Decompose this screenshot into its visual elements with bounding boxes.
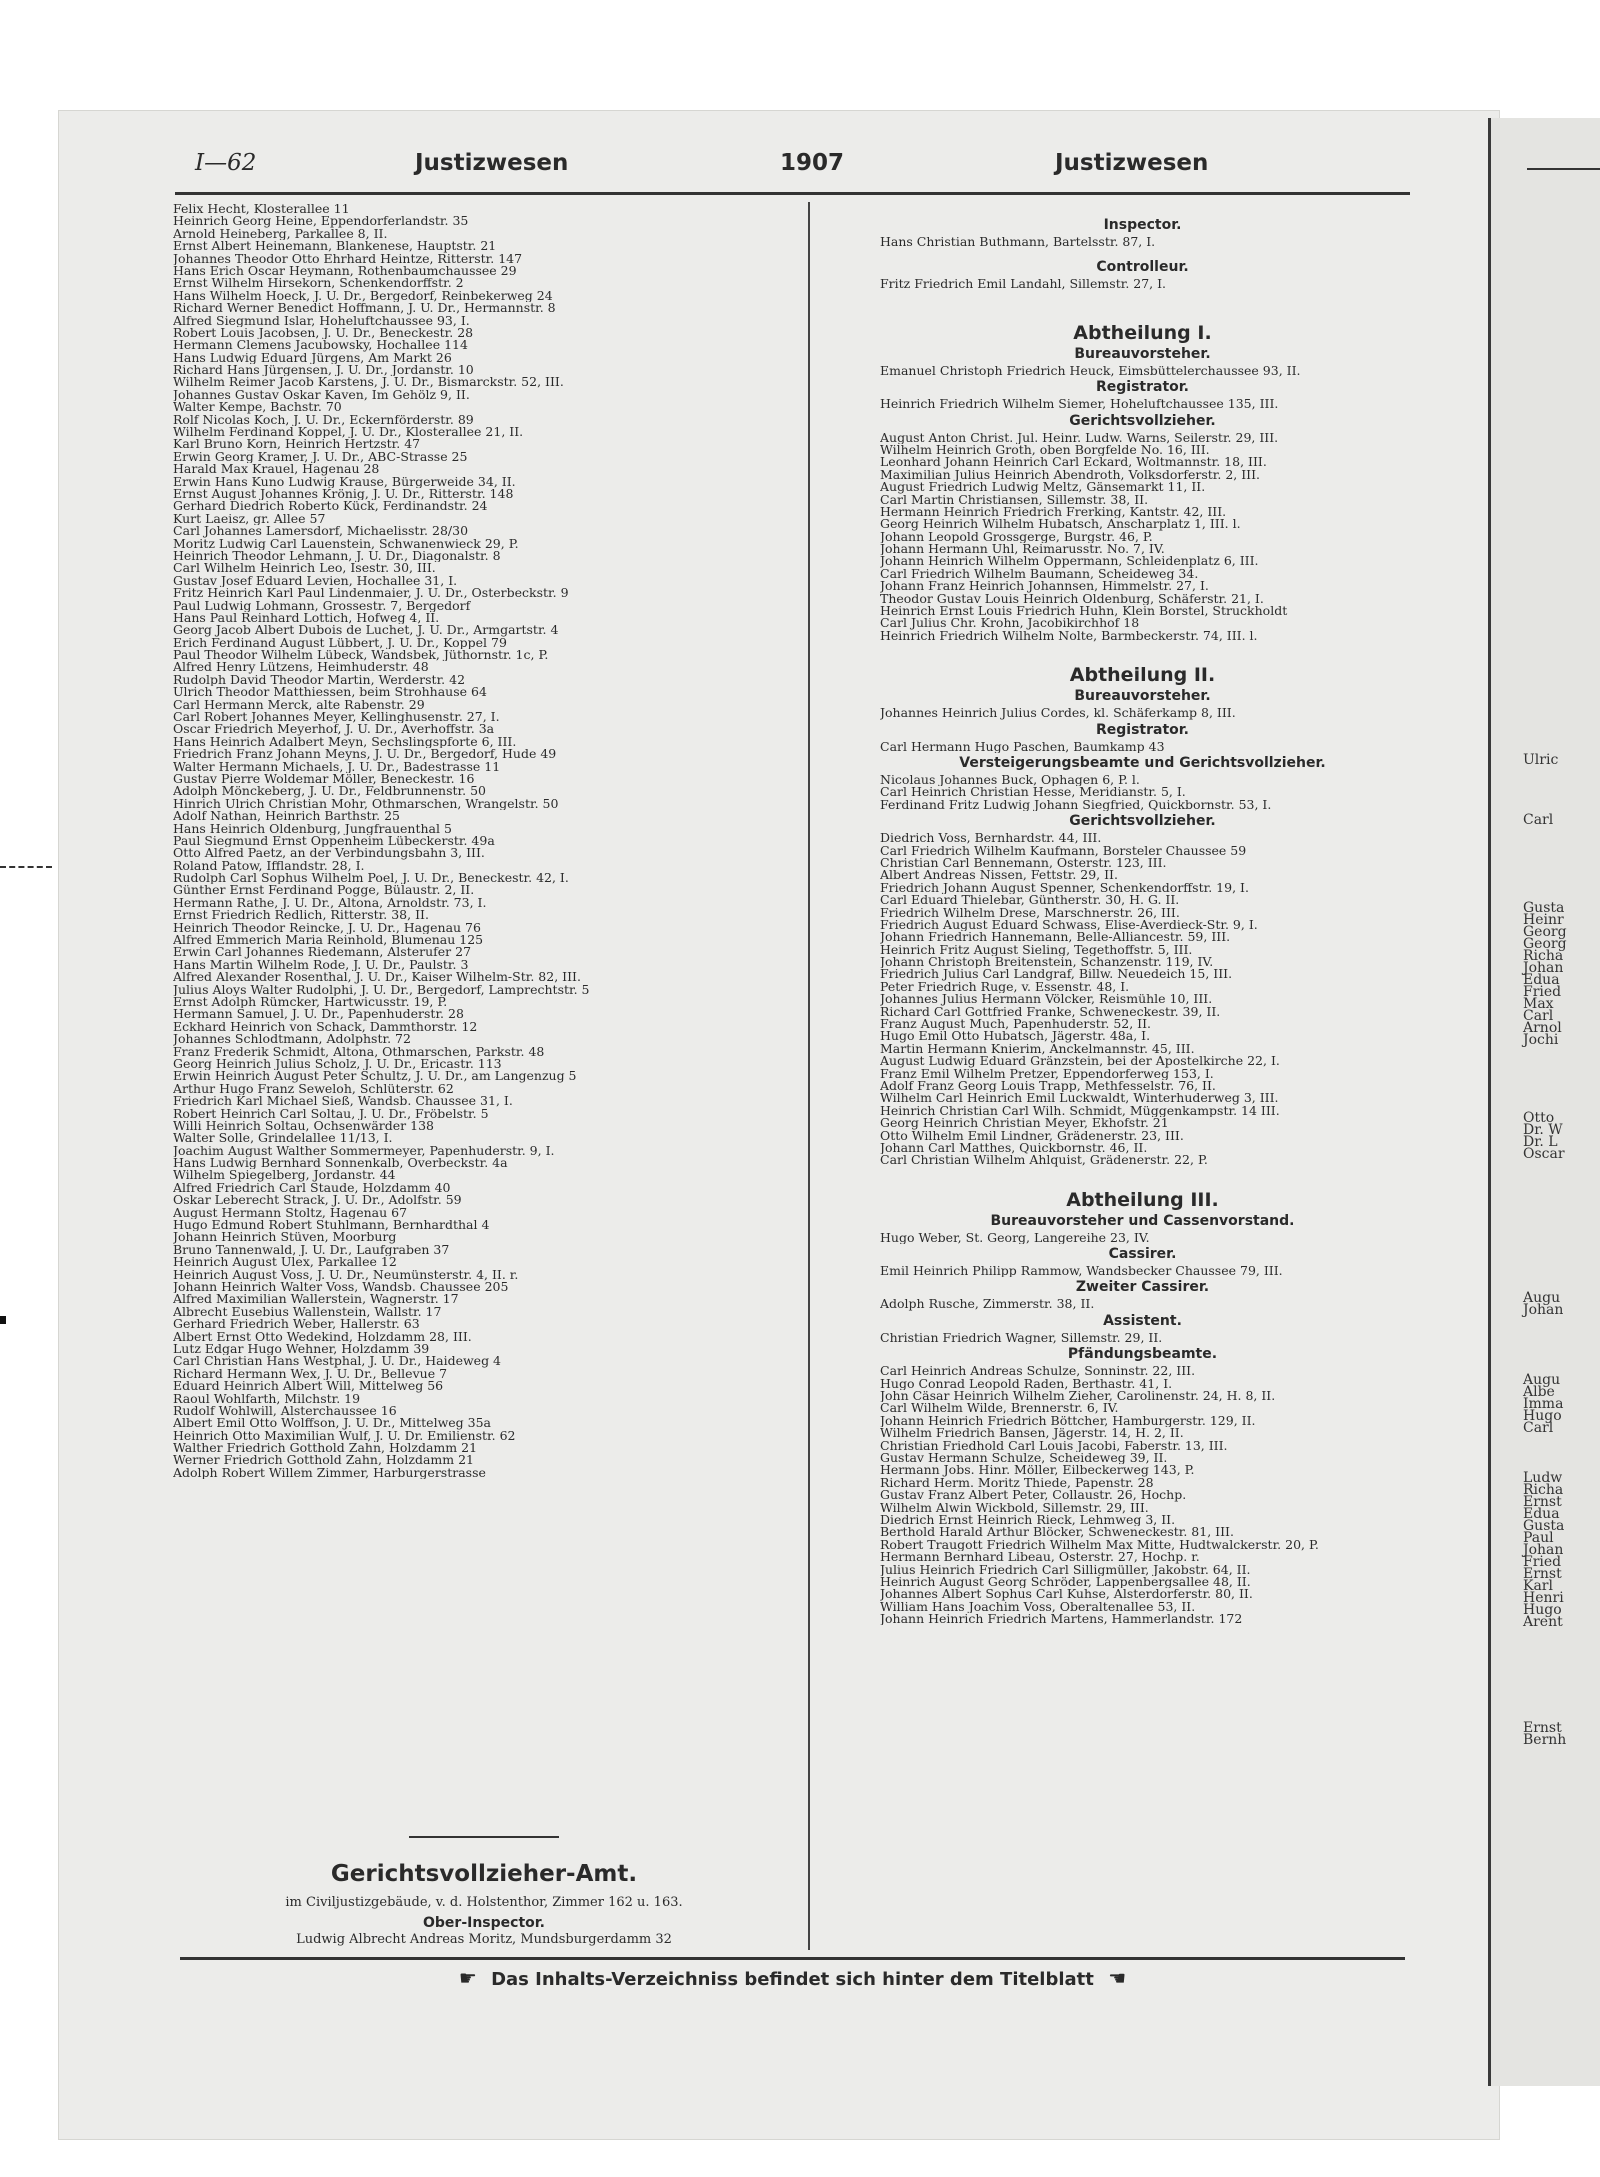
- list-item: Gustav Hermann Schulze, Scheideweg 39, II.: [880, 1452, 1168, 1465]
- list-item: Diedrich Ernst Heinrich Rieck, Lehmweg 3, II.: [880, 1513, 1176, 1527]
- adjacent-page-word: Ernst: [1523, 1494, 1562, 1510]
- section-heading: Assistent.: [1103, 1312, 1182, 1329]
- list-item: Günther Ernst Ferdinand Pogge, Bülaustr. 2, II.: [173, 884, 475, 897]
- list-item: Paul Ludwig Lohmann, Grossestr. 7, Bergedorf: [173, 599, 471, 612]
- adjacent-page-word: Johan: [1523, 1542, 1564, 1558]
- adjacent-page-word: Jochi: [1523, 1032, 1559, 1048]
- list-item: Johann Heinrich Friedrich Martens, Hammerlandstr. 172: [880, 1613, 1243, 1626]
- list-item: Arthur Hugo Franz Seweloh, Schlüterstr. 62: [173, 1082, 454, 1096]
- list-item: Heinrich Theodor Lehmann, J. U. Dr., Diagonalstr. 8: [173, 549, 501, 563]
- list-item: Albert Ernst Otto Wedekind, Holzdamm 28, III.: [173, 1330, 472, 1343]
- list-item: Alfred Friedrich Carl Staude, Holzdamm 40: [173, 1181, 451, 1195]
- adjacent-page-word: Heinr: [1523, 912, 1564, 928]
- list-item: Hermann Heinrich Friedrich Frerking, Kantstr. 42, III.: [880, 505, 1227, 519]
- gerichtsvollzieher-amt-block: [173, 1836, 795, 1948]
- list-item: Carl Friedrich Wilhelm Kaufmann, Borsteler Chaussee 59: [880, 844, 1247, 857]
- list-item: Heinrich Christian Carl Wilh. Schmidt, Müggenkampstr. 14 III.: [880, 1104, 1280, 1118]
- group-spacer: [880, 291, 1405, 300]
- list-item: Johann Franz Heinrich Johannsen, Himmelstr. 27, I.: [880, 580, 1209, 593]
- adjacent-page-word: Dr. L: [1523, 1134, 1558, 1150]
- list-item: Franz August Much, Papenhuderstr. 52, II.: [880, 1018, 1152, 1031]
- adjacent-page-word: Hugo: [1523, 1602, 1562, 1618]
- list-item: William Hans Joachim Voss, Oberaltenallee 53, II.: [880, 1600, 1196, 1614]
- adjacent-page-word: Edua: [1523, 972, 1560, 988]
- scan-edge-mark: [0, 866, 52, 868]
- adjacent-page-word: Paul: [1523, 1530, 1554, 1546]
- list-item: Hans Martin Wilhelm Rode, J. U. Dr., Paulstr. 3: [173, 958, 469, 972]
- footer-short-rule: [409, 1836, 559, 1838]
- list-item: Johann Heinrich Stüven, Moorburg: [173, 1231, 397, 1244]
- bottom-rule: [180, 1957, 1405, 1960]
- list-item: Richard Herm. Moritz Thiede, Papenstr. 28: [880, 1476, 1154, 1490]
- list-item: Otto Alfred Paetz, an der Verbindungsbahn 3, III.: [173, 847, 485, 860]
- list-item: Hans Christian Buthmann, Bartelsstr. 87, I.: [880, 236, 1156, 249]
- list-item: Christian Friedhold Carl Louis Jacobi, Faberstr. 13, III.: [880, 1439, 1228, 1452]
- adjacent-page-word: Georg: [1523, 936, 1567, 952]
- list-item: Fritz Friedrich Emil Landahl, Sillemstr. 27, I.: [880, 278, 1167, 291]
- list-item: Erwin Heinrich August Peter Schultz, J. U. Dr., am Langenzug 5: [173, 1070, 577, 1083]
- list-item: Robert Heinrich Carl Soltau, J. U. Dr., Fröbelstr. 5: [173, 1107, 489, 1120]
- list-item: August Anton Christ. Jul. Heinr. Ludw. Warns, Seilerstr. 29, III.: [880, 431, 1279, 444]
- list-item: Adolph Mönckeberg, J. U. Dr., Feldbrunnenstr. 50: [173, 785, 486, 798]
- list-item: Friedrich Karl Michael Sieß, Wandsb. Chaussee 31, I.: [173, 1095, 513, 1108]
- list-item: Arnold Heineberg, Parkallee 8, II.: [173, 227, 388, 241]
- list-item: Johann Heinrich Friedrich Böttcher, Hamburgerstr. 129, II.: [880, 1414, 1256, 1428]
- list-item: Paul Siegmund Ernst Oppenheim Lübeckerstr. 49a: [173, 834, 495, 848]
- list-item: Heinrich Friedrich Wilhelm Siemer, Hoheluftchaussee 135, III.: [880, 398, 1279, 411]
- list-item: Adolf Franz Georg Louis Trapp, Methfesselstr. 76, II.: [880, 1079, 1216, 1093]
- section-heading: Controlleur.: [1096, 259, 1189, 276]
- list-item: Otto Wilhelm Emil Lindner, Grädenerstr. 23, III.: [880, 1129, 1184, 1142]
- list-item: Walter Solle, Grindelallee 11/13, I.: [173, 1132, 393, 1145]
- list-item: Georg Heinrich Julius Scholz, J. U. Dr., Ericastr. 113: [173, 1057, 502, 1071]
- list-item: Ernst August Johannes Krönig, J. U. Dr., Ritterstr. 148: [173, 487, 514, 501]
- list-item: Friedrich Julius Carl Landgraf, Billw. Neuedeich 15, III.: [880, 968, 1233, 981]
- list-item: Hans Heinrich Oldenburg, Jungfrauenthal 5: [173, 822, 452, 835]
- list-item: Wilhelm Reimer Jacob Karstens, J. U. Dr., Bismarckstr. 52, III.: [173, 376, 564, 389]
- list-item: Georg Jacob Albert Dubois de Luchet, J. U. Dr., Armgartstr. 4: [173, 624, 559, 637]
- adjacent-page-word: Fried: [1523, 984, 1562, 1000]
- list-item: Albert Andreas Nissen, Fettstr. 29, II.: [880, 869, 1118, 882]
- list-item: Heinrich August Georg Schröder, Lappenbergsallee 48, II.: [880, 1575, 1251, 1589]
- adjacent-page-word: Georg: [1523, 924, 1567, 940]
- list-item: Wilhelm Spiegelberg, Jordanstr. 44: [173, 1169, 396, 1182]
- list-item: Carl Hermann Hugo Paschen, Baumkamp 43: [880, 740, 1165, 753]
- page-number: I—62: [195, 150, 257, 176]
- list-item: Gustav Pierre Woldemar Möller, Beneckestr. 16: [173, 772, 475, 786]
- list-item: Adolph Robert Willem Zimmer, Harburgerstrasse: [173, 1466, 486, 1480]
- list-item: Julius Heinrich Friedrich Carl Silligmüller, Jakobstr. 64, II.: [880, 1563, 1251, 1576]
- section-heading: Pfändungsbeamte.: [1067, 1346, 1218, 1363]
- group-spacer: [880, 248, 1405, 257]
- list-item: Adolph Rusche, Zimmerstr. 38, II.: [880, 1298, 1095, 1311]
- list-item: Carl Hermann Merck, alte Rabenstr. 29: [173, 698, 425, 712]
- list-item: Christian Friedrich Wagner, Sillemstr. 29, II.: [880, 1331, 1163, 1345]
- list-item: Hermann Bernhard Libeau, Osterstr. 27, Hochp. r.: [880, 1551, 1200, 1564]
- adjacent-page-word: Carl: [1523, 1008, 1554, 1024]
- abtheilung-title: Abtheilung II.: [1069, 664, 1216, 687]
- list-item: Albrecht Eusebius Wallenstein, Wallstr. 17: [173, 1305, 442, 1319]
- list-item: Johann Leopold Grossgerge, Burgstr. 46, P.: [880, 530, 1153, 544]
- adjacent-page-word: Bernh: [1523, 1732, 1567, 1748]
- abtheilung-title: Abtheilung I.: [1073, 321, 1212, 344]
- list-item: Johannes Heinrich Julius Cordes, kl. Schäferkamp 8, III.: [880, 707, 1236, 720]
- list-item: Ernst Adolph Rümcker, Hartwicusstr. 19, P.: [173, 996, 448, 1009]
- list-item: Hermann Rathe, J. U. Dr., Altona, Arnoldstr. 73, I.: [173, 896, 487, 910]
- list-item: Hans Ludwig Eduard Jürgens, Am Markt 26: [173, 351, 452, 365]
- list-item: Walther Friedrich Gotthold Zahn, Holzdamm 21: [173, 1442, 478, 1455]
- adjacent-page-word: Oscar: [1523, 1146, 1565, 1162]
- header-year: 1907: [780, 150, 845, 176]
- list-item: Friedrich August Eduard Schwass, Elise-Averdieck-Str. 9, I.: [880, 918, 1258, 932]
- list-item: Walter Kempe, Bachstr. 70: [173, 401, 342, 414]
- adjacent-page-rule: [1527, 168, 1600, 170]
- list-item: Hans Heinrich Adalbert Meyn, Sechslingspforte 6, III.: [173, 735, 517, 749]
- list-item: Heinrich Fritz August Sieling, Tegethoffstr. 5, III.: [880, 943, 1193, 957]
- list-item: Georg Heinrich Wilhelm Hubatsch, Anscharplatz 1, III. l.: [880, 518, 1241, 531]
- list-item: Roland Patow, Ifflandstr. 28, I.: [173, 859, 365, 873]
- list-item: Heinrich Theodor Reincke, J. U. Dr., Hagenau 76: [173, 921, 481, 935]
- adjacent-page-word: Albe: [1523, 1384, 1555, 1400]
- list-item: Carl Heinrich Christian Hesse, Meridianstr. 5, I.: [880, 786, 1186, 799]
- list-item: Carl Julius Chr. Krohn, Jacobikirchhof 18: [880, 617, 1140, 630]
- list-item: Richard Carl Gottfried Franke, Schweneckestr. 39, II.: [880, 1005, 1221, 1019]
- list-item: Peter Friedrich Ruge, v. Essenstr. 48, I.: [880, 980, 1130, 994]
- list-item: Heinrich Georg Heine, Eppendorferlandstr. 35: [173, 215, 469, 228]
- list-item: Kurt Laeisz, gr. Allee 57: [173, 512, 326, 526]
- list-item: Carl Friedrich Wilhelm Baumann, Scheideweg 34.: [880, 567, 1199, 581]
- list-item: Joachim August Walther Sommermeyer, Papenhuderstr. 9, I.: [173, 1144, 555, 1158]
- list-item: Richard Werner Benedict Hoffmann, J. U. Dr., Hermannstr. 8: [173, 302, 556, 315]
- adjacent-page-word: Hugo: [1523, 1408, 1562, 1424]
- adjacent-page-word: Otto: [1523, 1110, 1555, 1126]
- adjacent-page-word: Carl: [1523, 812, 1554, 828]
- list-item: Lutz Edgar Hugo Wehner, Holzdamm 39: [173, 1342, 430, 1356]
- list-item: Heinrich Friedrich Wilhelm Nolte, Barmbeckerstr. 74, III. l.: [880, 629, 1258, 643]
- list-item: Alfred Siegmund Islar, Hoheluftchaussee 93, I.: [173, 314, 470, 327]
- list-item: Rudolf Wohlwill, Alsterchaussee 16: [173, 1404, 397, 1418]
- list-item: Ernst Wilhelm Hirsekorn, Schenkendorffstr. 2: [173, 277, 464, 290]
- list-item: Raoul Wohlfarth, Milchstr. 19: [173, 1392, 361, 1405]
- list-item: Carl Heinrich Andreas Schulze, Sonninstr. 22, III.: [880, 1365, 1196, 1378]
- list-item: Hermann Clemens Jacubowsky, Hochallee 114: [173, 339, 468, 352]
- ober-inspector-heading: Ober-Inspector.: [423, 1915, 545, 1931]
- section-heading: Registrator.: [1095, 721, 1189, 738]
- list-item: Rudolph Carl Sophus Wilhelm Poel, J. U. Dr., Beneckestr. 42, I.: [173, 872, 569, 885]
- list-item: Hugo Conrad Leopold Raden, Berthastr. 41, I.: [880, 1377, 1173, 1391]
- list-item: Johannes Albert Sophus Carl Kuhse, Alsterdorferstr. 80, II.: [880, 1588, 1253, 1601]
- list-item: Maximilian Julius Heinrich Abendroth, Volksdorferstr. 2, III.: [880, 468, 1261, 482]
- list-item: Johann Heinrich Walter Voss, Wandsb. Chaussee 205: [173, 1280, 509, 1294]
- list-item: Friedrich Wilhelm Drese, Marschnerstr. 26, III.: [880, 906, 1180, 919]
- list-item: Erich Ferdinand August Lübbert, J. U. Dr., Koppel 79: [173, 636, 507, 650]
- list-item: Walter Hermann Michaels, J. U. Dr., Badestrasse 11: [173, 760, 501, 773]
- header-rule: [175, 192, 1410, 195]
- section-heading: Bureauvorsteher.: [1074, 688, 1211, 705]
- list-item: Ernst Friedrich Redlich, Ritterstr. 38, II.: [173, 909, 429, 922]
- list-item: August Hermann Stoltz, Hagenau 67: [173, 1206, 408, 1220]
- list-item: Hinrich Ulrich Christian Mohr, Othmarschen, Wrangelstr. 50: [173, 797, 559, 811]
- list-item: Albert Emil Otto Wolffson, J. U. Dr., Mittelweg 35a: [173, 1417, 492, 1430]
- list-item: August Friedrich Ludwig Meltz, Gänsemarkt 11, II.: [880, 481, 1206, 494]
- list-item: Wilhelm Ferdinand Koppel, J. U. Dr., Klosterallee 21, II.: [173, 426, 524, 439]
- list-item: Willi Heinrich Soltau, Ochsenwärder 138: [173, 1119, 434, 1133]
- list-item: Moritz Ludwig Carl Lauenstein, Schwanenwieck 29, P.: [173, 537, 519, 550]
- list-item: Wilhelm Friedrich Bansen, Jägerstr. 14, H. 2, II.: [880, 1427, 1184, 1440]
- column-divider: [808, 202, 810, 1950]
- list-item: Hugo Weber, St. Georg, Langereihe 23, IV.: [880, 1231, 1150, 1245]
- list-item: Heinrich August Ulex, Parkallee 12: [173, 1256, 397, 1269]
- list-item: Werner Friedrich Gotthold Zahn, Holzdamm 21: [173, 1454, 474, 1467]
- list-item: Hugo Emil Otto Hubatsch, Jägerstr. 48a, I.: [880, 1030, 1151, 1043]
- list-item: Felix Hecht, Klosterallee 11: [173, 203, 350, 216]
- section-heading: Bureauvorsteher.: [1074, 345, 1211, 362]
- list-item: Johann Heinrich Wilhelm Oppermann, Schleidenplatz 6, III.: [880, 555, 1259, 568]
- list-item: Hans Ludwig Bernhard Sonnenkalb, Overbeckstr. 4a: [173, 1157, 508, 1170]
- list-item: Friedrich Franz Johann Meyns, J. U. Dr., Bergedorf, Hude 49: [173, 748, 557, 761]
- list-item: Gerhard Friedrich Weber, Hallerstr. 63: [173, 1318, 420, 1331]
- list-item: Robert Louis Jacobsen, J. U. Dr., Beneckestr. 28: [173, 326, 474, 340]
- adjacent-page-word: Max: [1523, 996, 1554, 1012]
- list-item: Paul Theodor Wilhelm Lübeck, Wandsbek, Jüthornstr. 1c, P.: [173, 649, 549, 662]
- section-heading: Registrator.: [1095, 379, 1189, 396]
- adjacent-page-word: Fried: [1523, 1554, 1562, 1570]
- adjacent-page-word: Dr. W: [1523, 1122, 1563, 1138]
- office-title: Gerichtsvollzieher-Amt.: [330, 1861, 638, 1887]
- list-item: Alfred Henry Lützens, Heimhuderstr. 48: [173, 661, 429, 674]
- list-item: Carl Eduard Thielebar, Güntherstr. 30, H. G. II.: [880, 894, 1180, 907]
- list-item: Heinrich Ernst Louis Friedrich Huhn, Klein Borstel, Struckholdt: [880, 605, 1288, 618]
- adjacent-page-word: Carl: [1523, 1420, 1554, 1436]
- list-item: Leonhard Johann Heinrich Carl Eckard, Woltmannstr. 18, III.: [880, 456, 1267, 469]
- list-item: Emanuel Christoph Friedrich Heuck, Eimsbüttelerchaussee 93, II.: [880, 364, 1301, 378]
- list-item: Richard Hans Jürgensen, J. U. Dr., Jordanstr. 10: [173, 364, 474, 377]
- section-heading: Gerichtsvollzieher.: [1069, 412, 1216, 429]
- list-item: Johann Christoph Breitenstein, Schanzenstr. 119, IV.: [880, 956, 1214, 969]
- list-item: Johannes Julius Hermann Völcker, Reismühle 10, III.: [880, 993, 1213, 1006]
- list-item: Oskar Leberecht Strack, J. U. Dr., Adolfstr. 59: [173, 1194, 462, 1207]
- header-left-title: Justizwesen: [415, 150, 569, 176]
- list-item: Fritz Heinrich Karl Paul Lindenmaier, J. U. Dr., Osterbeckstr. 9: [173, 587, 569, 600]
- list-item: Robert Traugott Friedrich Wilhelm Max Mitte, Hudtwalckerstr. 20, P.: [880, 1538, 1319, 1552]
- list-item: Hans Paul Reinhard Lottich, Hofweg 4, II.: [173, 611, 440, 625]
- list-item: Harald Max Krauel, Hagenau 28: [173, 463, 380, 476]
- list-item: Carl Wilhelm Wilde, Brennerstr. 6, IV.: [880, 1402, 1119, 1415]
- list-item: Hermann Jobs. Hinr. Möller, Eilbeckerweg 143, P.: [880, 1464, 1195, 1477]
- list-item: Wilhelm Heinrich Groth, oben Borgfelde No. 16, III.: [880, 443, 1210, 457]
- abtheilung-title: Abtheilung III.: [1066, 1188, 1219, 1211]
- list-item: Georg Heinrich Christian Meyer, Ekhofstr. 21: [880, 1117, 1169, 1130]
- list-item: Carl Wilhelm Heinrich Leo, Isestr. 30, III.: [173, 562, 436, 575]
- index-notice-banner: [180, 1966, 1405, 1992]
- section-heading: Zweiter Cassirer.: [1075, 1279, 1210, 1296]
- list-item: Rudolph David Theodor Martin, Werderstr. 42: [173, 673, 466, 687]
- list-item: Gustav Franz Albert Peter, Collaustr. 26, Hochp.: [880, 1489, 1187, 1502]
- list-item: Berthold Harald Arthur Blöcker, Schweneckestr. 81, III.: [880, 1526, 1234, 1539]
- section-heading: Inspector.: [1103, 217, 1182, 233]
- list-item: Carl Johannes Lamersdorf, Michaelisstr. 28/30: [173, 525, 469, 538]
- list-item: Hugo Edmund Robert Stuhlmann, Bernhardthal 4: [173, 1219, 490, 1232]
- section-heading: Cassirer.: [1108, 1246, 1177, 1263]
- pointing-hand-left-icon: ☚: [1108, 1966, 1127, 1990]
- list-item: Rolf Nicolas Koch, J. U. Dr., Eckernförderstr. 89: [173, 413, 474, 427]
- list-item: Christian Carl Bennemann, Osterstr. 123, III.: [880, 856, 1167, 870]
- adjacent-page-word: Henri: [1523, 1590, 1564, 1606]
- list-item: Karl Bruno Korn, Heinrich Hertzstr. 47: [173, 438, 421, 451]
- list-item: Hans Wilhelm Hoeck, J. U. Dr., Bergedorf, Reinbekerweg 24: [173, 289, 553, 303]
- adjacent-page-word: Arent: [1523, 1614, 1563, 1630]
- index-notice-text: Das Inhalts-Verzeichniss befindet sich hinter dem Titelblatt: [491, 1969, 1094, 1990]
- adjacent-page-word: Johan: [1523, 960, 1564, 976]
- left-column-list: [173, 203, 795, 1479]
- adjacent-page-word: Ludw: [1523, 1470, 1563, 1486]
- list-item: Erwin Carl Johannes Riedemann, Alsterufer 27: [173, 946, 472, 959]
- section-heading: Bureauvorsteher und Cassenvorstand.: [990, 1212, 1295, 1229]
- list-item: Franz Emil Wilhelm Pretzer, Eppendorferweg 153, I.: [880, 1067, 1214, 1080]
- list-item: Johannes Theodor Otto Ehrhard Heintze, Ritterstr. 147: [173, 252, 523, 265]
- list-item: Diedrich Voss, Bernhardstr. 44, III.: [880, 832, 1102, 845]
- adjacent-page-word: Arnol: [1523, 1020, 1562, 1036]
- list-item: Oscar Friedrich Meyerhof, J. U. Dr., Averhoffstr. 3a: [173, 723, 495, 736]
- list-item: Carl Christian Hans Westphal, J. U. Dr., Haideweg 4: [173, 1355, 502, 1368]
- list-item: Johannes Schlodtmann, Adolphstr. 72: [173, 1033, 411, 1046]
- list-item: Alfred Alexander Rosenthal, J. U. Dr., Kaiser Wilhelm-Str. 82, III.: [173, 971, 581, 984]
- list-item: Theodor Gustav Louis Heinrich Oldenburg, Schäferstr. 21, I.: [880, 592, 1264, 606]
- list-item: Johann Carl Matthes, Quickbornstr. 46, II.: [880, 1141, 1148, 1155]
- list-item: August Ludwig Eduard Gränzstein, bei der Apostelkirche 22, I.: [880, 1055, 1280, 1068]
- office-location: im Civiljustizgebäude, v. d. Holstenthor, Zimmer 162 u. 163.: [285, 1895, 683, 1910]
- adjacent-page-word: Gusta: [1523, 1518, 1565, 1534]
- list-item: Erwin Hans Kuno Ludwig Krause, Bürgerweide 34, II.: [173, 475, 516, 488]
- list-item: Carl Christian Wilhelm Ahlquist, Grädenerstr. 22, P.: [880, 1154, 1208, 1167]
- right-column-list: [880, 215, 1405, 1625]
- list-item: Erwin Georg Kramer, J. U. Dr., ABC-Strasse 25: [173, 450, 468, 464]
- list-item: Franz Frederik Schmidt, Altona, Othmarschen, Parkstr. 48: [173, 1045, 545, 1058]
- list-item: Johann Friedrich Hannemann, Belle-Alliancestr. 59, III.: [880, 931, 1231, 944]
- list-item: Nicolaus Johannes Buck, Ophagen 6, P. l.: [880, 773, 1140, 787]
- adjacent-page-word: Imma: [1523, 1396, 1564, 1412]
- list-item: Carl Robert Johannes Meyer, Kellinghusenstr. 27, I.: [173, 711, 500, 724]
- adjacent-page-word: Ernst: [1523, 1720, 1562, 1736]
- adjacent-page-word: Richa: [1523, 1482, 1564, 1498]
- list-item: Ferdinand Fritz Ludwig Johann Siegfried, Quickbornstr. 53, I.: [880, 798, 1272, 812]
- list-item: Martin Hermann Knierim, Anckelmannstr. 45, III.: [880, 1042, 1195, 1056]
- list-item: Eduard Heinrich Albert Will, Mittelweg 56: [173, 1380, 444, 1393]
- list-item: Gerhard Diedrich Roberto Kück, Ferdinandstr. 24: [173, 500, 488, 513]
- adjacent-page-word: Gusta: [1523, 900, 1565, 916]
- adjacent-page-word: Richa: [1523, 948, 1564, 964]
- section-heading: Gerichtsvollzieher.: [1069, 813, 1216, 830]
- list-item: Bruno Tannenwald, J. U. Dr., Laufgraben 37: [173, 1243, 450, 1257]
- list-item: Heinrich August Voss, J. U. Dr., Neumünsterstr. 4, II. r.: [173, 1268, 519, 1281]
- adjacent-page-word: Karl: [1523, 1578, 1553, 1594]
- list-item: Ernst Albert Heinemann, Blankenese, Hauptstr. 21: [173, 240, 497, 253]
- pointing-hand-right-icon: ☛: [458, 1966, 477, 1990]
- list-item: Richard Hermann Wex, J. U. Dr., Bellevue 7: [173, 1367, 448, 1381]
- list-item: Friedrich Johann August Spenner, Schenkendorffstr. 19, I.: [880, 881, 1249, 895]
- list-item: Hans Erich Oscar Heymann, Rothenbaumchaussee 29: [173, 264, 517, 278]
- list-item: Ulrich Theodor Matthiessen, beim Strohhause 64: [173, 686, 487, 699]
- adjacent-page-word: Ernst: [1523, 1566, 1562, 1582]
- page-header: [195, 150, 1405, 190]
- section-heading: Versteigerungsbeamte und Gerichtsvollzieher.: [959, 754, 1326, 771]
- adjacent-page-word: Augu: [1523, 1290, 1561, 1306]
- list-item: John Cäsar Heinrich Wilhelm Zieher, Carolinenstr. 24, H. 8, II.: [880, 1390, 1276, 1403]
- adjacent-page-word: Augu: [1523, 1372, 1561, 1388]
- list-item: Gustav Josef Eduard Levien, Hochallee 31, I.: [173, 574, 458, 588]
- adjacent-page-word: Ulric: [1523, 752, 1559, 768]
- list-item: Johann Hermann Uhl, Reimarusstr. No. 7, IV.: [880, 543, 1165, 556]
- list-item: Hermann Samuel, J. U. Dr., Papenhuderstr. 28: [173, 1008, 464, 1021]
- list-item: Alfred Emmerich Maria Reinhold, Blumenau 125: [173, 934, 484, 947]
- list-item: Julius Aloys Walter Rudolphi, J. U. Dr., Bergedorf, Lamprechtstr. 5: [173, 983, 590, 996]
- list-item: Heinrich Otto Maximilian Wulf, J. U. Dr. Emilienstr. 62: [173, 1429, 516, 1443]
- header-right-title: Justizwesen: [1055, 150, 1209, 176]
- list-item: Eckhard Heinrich von Schack, Dammthorstr. 12: [173, 1020, 478, 1034]
- scan-edge-dot: [0, 1316, 6, 1324]
- list-item: Adolf Nathan, Heinrich Barthstr. 25: [173, 810, 400, 823]
- adjacent-page-word: Johan: [1523, 1302, 1564, 1318]
- list-item: Alfred Maximilian Wallerstein, Wagnerstr. 17: [173, 1293, 459, 1306]
- adjacent-page-edge: [1488, 118, 1600, 2086]
- list-item: Johannes Gustav Oskar Kaven, Im Gehölz 9, II.: [173, 388, 470, 402]
- list-item: Wilhelm Alwin Wickbold, Sillemstr. 29, III.: [880, 1501, 1149, 1514]
- list-item: Emil Heinrich Philipp Rammow, Wandsbecker Chaussee 79, III.: [880, 1265, 1283, 1278]
- list-item: Carl Martin Christiansen, Sillemstr. 38, II.: [880, 493, 1149, 506]
- ober-inspector-entry: Ludwig Albrecht Andreas Moritz, Mundsburgerdamm 32: [296, 1932, 672, 1947]
- adjacent-page-word: Edua: [1523, 1506, 1560, 1522]
- list-item: Wilhelm Carl Heinrich Emil Luckwaldt, Winterhuderweg 3, III.: [880, 1092, 1279, 1105]
